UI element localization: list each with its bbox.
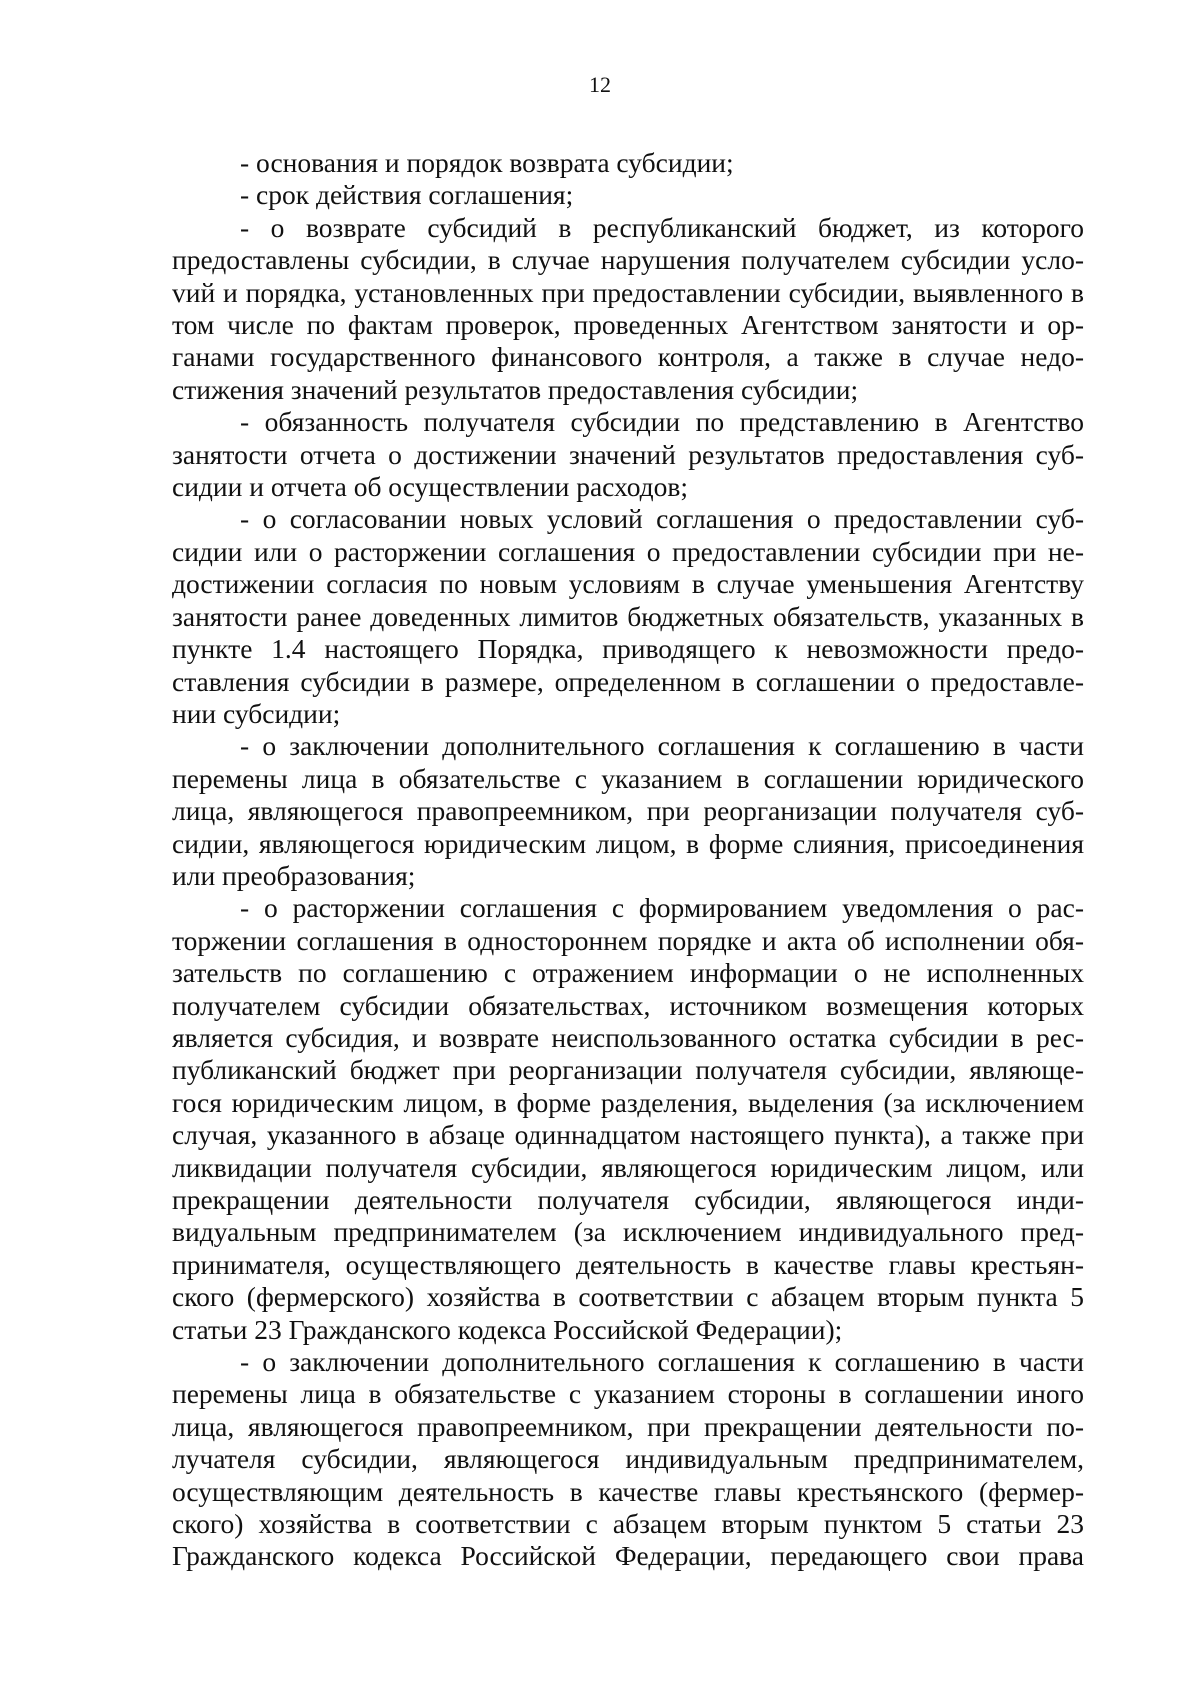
document-body <box>172 147 1084 1573</box>
paragraph-reporting-obligation: - обязанность получателя субсидии по представлению в Агентство занятости отчета о достижении значений результатов предоставления субсидии и отчета об осуществлении расходов; <box>172 406 1084 503</box>
paragraph-additional-agreement-entrepreneur: - о заключении дополнительного соглашения к соглашению в части перемены лица в обязательстве с указанием стороны в соглашении иного лица, являющегося правопреемником, при прекращении деятельности получателя субсидии, являющегося индивидуальным предпринимателем, осуществляющим деятельность в качестве главы крестьянского (фермерского) хозяйства в соответствии с абзацем вторым пунктом 5 статьи 23 Гражданского кодекса Российской Федерации, передающего свои права <box>172 1346 1084 1572</box>
page-number: 12 <box>589 72 611 97</box>
paragraph-new-conditions: - о согласовании новых условий соглашения о предоставлении субсидии или о расторжении соглашения о предоставлении субсидии при недостижении согласия по новым условиям в случае уменьшения Агентству занятости ранее доведенных лимитов бюджетных обязательств, указанных в пункте 1.4 настоящего Порядка, приводящего к невозможности предоставления субсидии в размере, определенном в соглашении о предоставлении субсидии; <box>172 503 1084 729</box>
paragraph-agreement-term: - срок действия соглашения; <box>240 179 574 211</box>
paragraph-agreement-termination: - о расторжении соглашения с формированием уведомления о расторжении соглашения в одностороннем порядке и акта об исполнении обязательств по соглашению с отражением информации о не исполненных получателем субсидии обязательствах, источником возмещения которых является субсидия, и возврате неиспользованного остатка субсидии в республиканский бюджет при реорганизации получателя субсидии, являющегося юридическим лицом, в форме разделения, выделения (за исключением случая, указанного в абзаце одиннадцатом настоящего пункта), а также при ликвидации получателя субсидии, являющегося юридическим лицом, или прекращении деятельности получателя субсидии, являющегося индивидуальным предпринимателем (за исключением индивидуального предпринимателя, осуществляющего деятельность в качестве главы крестьянского (фермерского) хозяйства в соответствии с абзацем вторым пункта 5 статьи 23 Гражданского кодекса Российской Федерации); <box>172 892 1084 1345</box>
paragraph-subsidy-return: - о возврате субсидий в республиканский бюджет, из которого предоставлены субсидии, в случае нарушения получателем субсидии услоvий и порядка, установленных при предоставлении субсидии, выявленного в том числе по фактам проверок, проведенных Агентством занятости и органами государственного финансового контроля, а также в случае недостижения значений результатов предоставления субсидии; <box>172 211 1084 405</box>
paragraph-additional-agreement-legal-entity: - о заключении дополнительного соглашения к соглашению в части перемены лица в обязательстве с указанием в соглашении юридического лица, являющегося правопреемником, при реорганизации получателя субсидии, являющегося юридическим лицом, в форме слияния, присоединения или преобразования; <box>172 730 1084 891</box>
paragraph-return-grounds: - основания и порядок возврата субсидии; <box>240 147 734 178</box>
